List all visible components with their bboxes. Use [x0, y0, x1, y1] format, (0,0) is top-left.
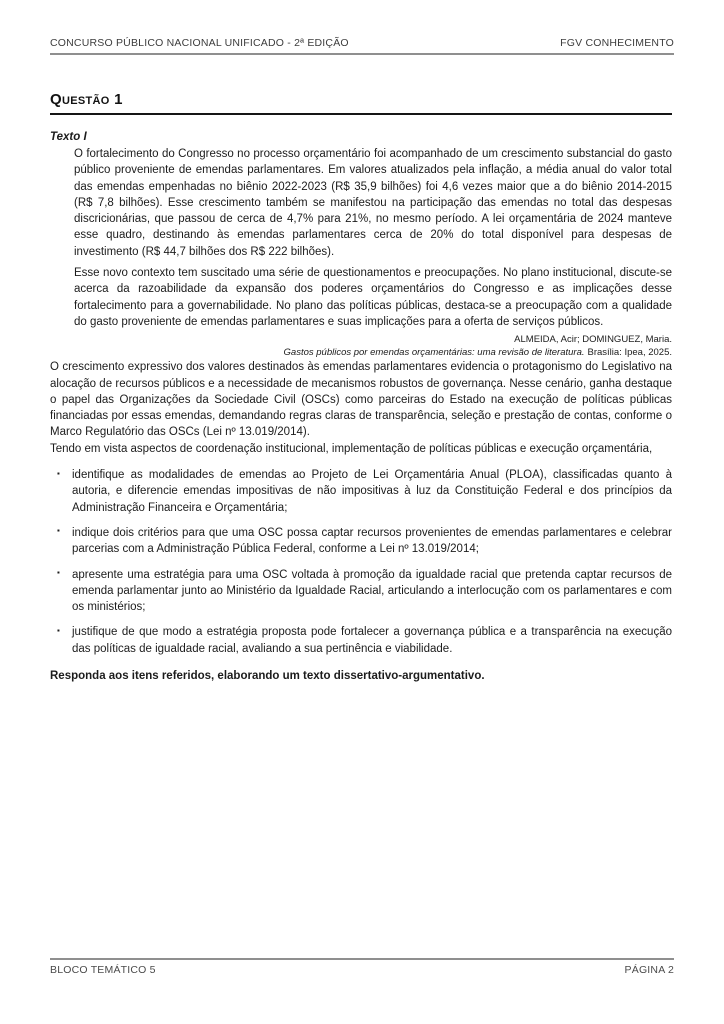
question-title: Questão 1 [50, 91, 672, 115]
header-exam-title: CONCURSO PÚBLICO NACIONAL UNIFICADO - 2ª EDIÇÃO [50, 37, 349, 49]
page-footer [50, 958, 674, 976]
bullet-item-2-text: indique dois critérios para que uma OSC possa captar recursos provenientes de emendas parlamentares e celebrar parcerias com a Administração Pública Federal, conforme a Lei nº 13.019/2014; [72, 526, 672, 556]
bullet-square-icon: ▪ [57, 526, 60, 536]
intro-paragraph: Tendo em vista aspectos de coordenação institucional, implementação de políticas públicas e execução orçamentária, [50, 442, 653, 455]
citation-publication: Brasília: Ipea, 2025. [587, 347, 672, 359]
texto-body [74, 146, 672, 330]
bullet-item-1 [50, 467, 672, 516]
page-header [50, 37, 674, 55]
bullet-item-3-text: apresente uma estratégia para uma OSC voltada à promoção da igualdade racial que pretenda captar recursos de emenda parlamentar junto ao Ministério da Igualdade Racial, articulando a interlocução com os parlamentares e com os ministérios; [72, 568, 672, 614]
footer-block-label: BLOCO TEMÁTICO 5 [50, 964, 156, 976]
texto-label: Texto I [50, 131, 87, 143]
bullet-item-3 [50, 567, 672, 616]
bullet-square-icon: ▪ [57, 625, 60, 635]
commentary-paragraph: O crescimento expressivo dos valores destinados às emendas parlamentares evidencia o protagonismo do Legislativo na alocação de recursos públicos e a necessidade de mecanismos robustos de governança. Nesse cenário, ganha destaque o papel das Organizações da Sociedade Civil (OSCs) como parceiras do Estado na execução de políticas públicas financiadas por essas emendas, demandando regras claras de transparência, seleção e prestação de contas, conforme o Marco Regulatório das OSCs (Lei nº 13.019/2014). [50, 361, 672, 439]
final-instruction: Responda aos itens referidos, elaborando um texto dissertativo-argumentativo. [50, 670, 485, 683]
citation-work-title: Gastos públicos por emendas orçamentárias: uma revisão de literatura. [283, 347, 585, 359]
bullet-square-icon: ▪ [57, 468, 60, 478]
question-content [50, 91, 672, 696]
bullet-square-icon: ▪ [57, 568, 60, 578]
page-number: PÁGINA 2 [624, 964, 674, 976]
header-organization: FGV CONHECIMENTO [560, 37, 674, 49]
citation-block [50, 333, 672, 359]
bullet-item-4-text: justifique de que modo a estratégia proposta pode fortalecer a governança pública e a transparência na execução das políticas de igualdade racial, avaliando a sua pertinência e viabilidade. [72, 626, 672, 655]
texto-paragraph-2: Esse novo contexto tem suscitado uma série de questionamentos e preocupações. No plano institucional, discute-se acerca da razoabilidade da expansão dos poderes orçamentários do Congresso e as implicações desse fortalecimento para a governabilidade. No plano das políticas públicas, destaca-se a preocupação com a qualidade do gasto proveniente de emendas parlamentares e suas implicações para a oferta de serviços públicos. [74, 267, 672, 328]
task-bullet-list [50, 467, 672, 657]
citation-reference [50, 346, 672, 359]
citation-authors: ALMEIDA, Acir; DOMINGUEZ, Maria. [514, 334, 672, 346]
texto-paragraph-1: O fortalecimento do Congresso no processo orçamentário foi acompanhado de um crescimento substancial do gasto público proveniente de emendas parlamentares. Em valores atualizados pela inflação, a média anual do valor total das emendas empenhadas no biênio 2022-2023 (R$ 35,9 bilhões) foi 4,6 vezes maior que a do biênio 2014-2015 (R$ 7,8 bilhões). Esse crescimento também se manifestou na participação das emendas no total das despesas discricionárias, que passou de cerca de 4,7% para 21%, no mesmo período. A lei orçamentária de 2024 manteve esse quadro, destinando às emendas parlamentares cerca de 20% do total disponível para despesas de investimento (R$ 44,7 bilhões dos R$ 222 bilhões). [74, 148, 672, 258]
bullet-item-2 [50, 525, 672, 558]
bullet-item-1-text: identifique as modalidades de emendas ao Projeto de Lei Orçamentária Anual (PLOA), classificadas quanto à autoria, e diferencie emendas impositivas de não impositivas à luz da Constituição Federal e dos princípios da Administração Financeira e Orçamentária; [72, 469, 672, 514]
bullet-item-4 [50, 624, 672, 657]
